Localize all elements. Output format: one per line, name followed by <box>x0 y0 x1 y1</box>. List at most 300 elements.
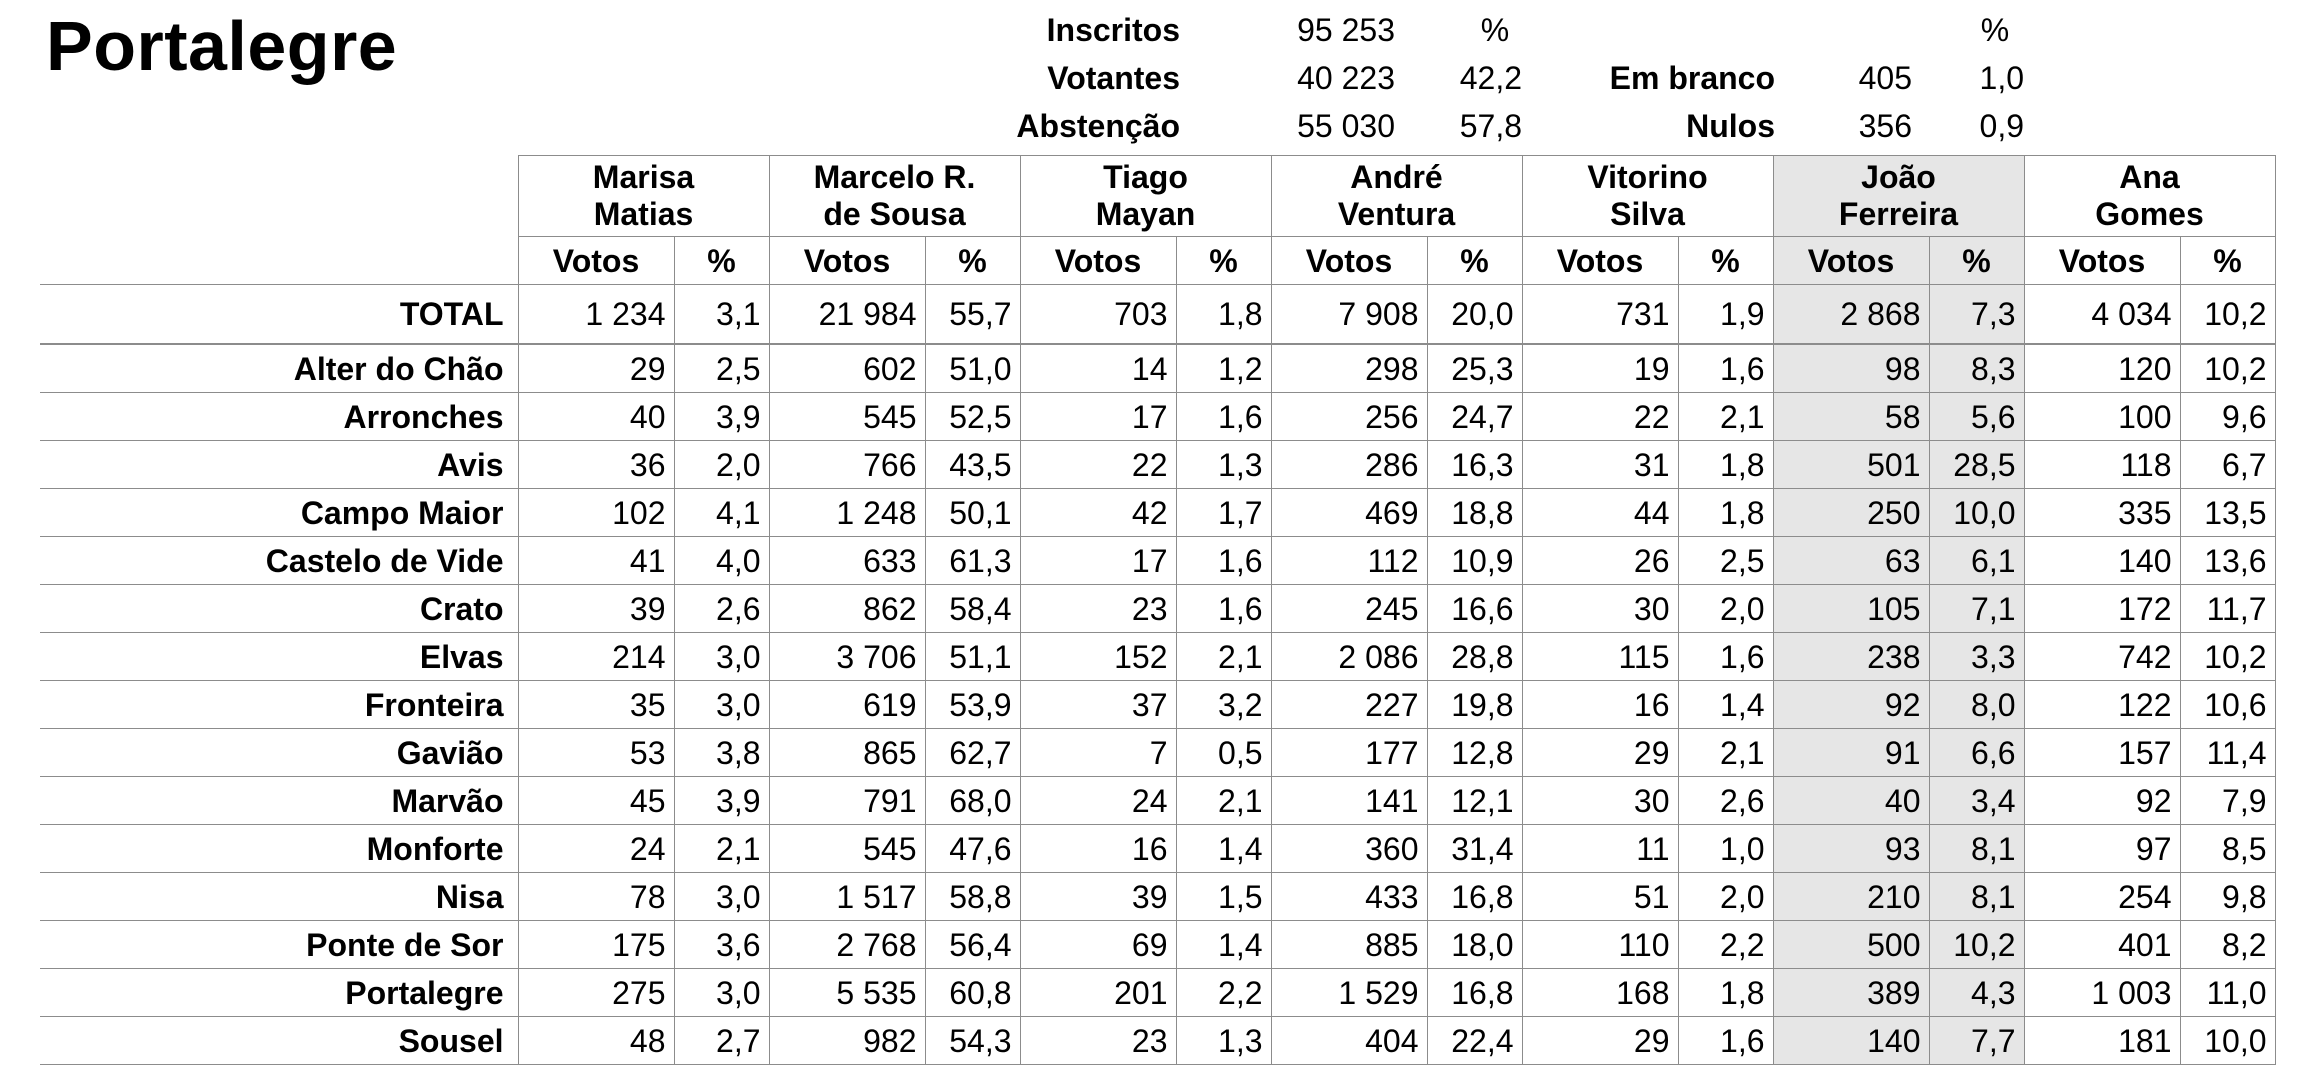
candidate-header-highlighted <box>1773 156 2024 237</box>
votes-cell: 1 234 <box>518 285 674 345</box>
votes-cell: 982 <box>769 1017 925 1065</box>
percent-cell: 2,0 <box>674 441 769 489</box>
table-row <box>40 633 2275 681</box>
abstencao-pct: 57,8 <box>1459 108 1522 144</box>
percent-cell: 51,0 <box>925 344 1020 393</box>
table-row <box>40 921 2275 969</box>
votes-cell: 404 <box>1271 1017 1427 1065</box>
percent-cell: 2,1 <box>1176 633 1271 681</box>
percent-cell: 51,1 <box>925 633 1020 681</box>
votes-cell: 766 <box>769 441 925 489</box>
votes-cell: 23 <box>1020 1017 1176 1065</box>
votes-cell: 29 <box>518 344 674 393</box>
municipality-name: TOTAL <box>40 285 518 345</box>
candidate-name-line2: de Sousa <box>823 196 966 232</box>
votes-column-header: Votos <box>1522 237 1678 285</box>
percent-cell: 1,8 <box>1678 969 1773 1017</box>
votes-cell: 3 706 <box>769 633 925 681</box>
percent-cell: 8,3 <box>1929 344 2024 393</box>
votes-cell: 17 <box>1020 393 1176 441</box>
percent-cell: 18,0 <box>1427 921 1522 969</box>
votes-cell: 122 <box>2024 681 2180 729</box>
percent-cell: 58,4 <box>925 585 1020 633</box>
votes-cell: 227 <box>1271 681 1427 729</box>
votes-cell: 1 248 <box>769 489 925 537</box>
votes-cell: 602 <box>769 344 925 393</box>
votes-cell: 177 <box>1271 729 1427 777</box>
percent-cell: 10,0 <box>1929 489 2024 537</box>
percent-cell: 10,2 <box>2180 344 2275 393</box>
votes-cell: 98 <box>1773 344 1929 393</box>
percent-column-header: % <box>2180 237 2275 285</box>
votes-cell: 141 <box>1271 777 1427 825</box>
votes-cell: 1 517 <box>769 873 925 921</box>
percent-cell: 4,0 <box>674 537 769 585</box>
votes-cell: 501 <box>1773 441 1929 489</box>
percent-column-header: % <box>1427 237 1522 285</box>
percent-cell: 1,3 <box>1176 1017 1271 1065</box>
nulos-pct: 0,9 <box>1979 108 2024 144</box>
votes-cell: 39 <box>1020 873 1176 921</box>
votes-cell: 21 984 <box>769 285 925 345</box>
votes-cell: 703 <box>1020 285 1176 345</box>
votes-cell: 250 <box>1773 489 1929 537</box>
percent-cell: 3,0 <box>674 681 769 729</box>
percent-cell: 68,0 <box>925 777 1020 825</box>
percent-cell: 1,6 <box>1678 344 1773 393</box>
candidate-name-line2: Gomes <box>2095 196 2204 232</box>
percent-cell: 2,1 <box>1678 393 1773 441</box>
votes-cell: 545 <box>769 825 925 873</box>
candidate-name-line1: Marisa <box>592 159 695 196</box>
percent-cell: 13,6 <box>2180 537 2275 585</box>
votes-column-header: Votos <box>1020 237 1176 285</box>
votes-cell: 41 <box>518 537 674 585</box>
municipality-name: Ponte de Sor <box>40 921 518 969</box>
branco-label: Em branco <box>1609 60 1775 96</box>
votes-cell: 7 <box>1020 729 1176 777</box>
votes-cell: 254 <box>2024 873 2180 921</box>
candidate-name-line1: Ana <box>2119 159 2180 196</box>
votes-cell: 469 <box>1271 489 1427 537</box>
pct-header-right: % <box>1980 12 2010 48</box>
votes-cell: 2 868 <box>1773 285 1929 345</box>
percent-cell: 6,1 <box>1929 537 2024 585</box>
percent-cell: 20,0 <box>1427 285 1522 345</box>
votes-cell: 30 <box>1522 585 1678 633</box>
percent-cell: 3,6 <box>674 921 769 969</box>
votes-cell: 401 <box>2024 921 2180 969</box>
percent-cell: 2,5 <box>674 344 769 393</box>
votes-cell: 4 034 <box>2024 285 2180 345</box>
percent-cell: 2,1 <box>1176 777 1271 825</box>
votes-column-header: Votos <box>1271 237 1427 285</box>
percent-cell: 2,0 <box>1678 873 1773 921</box>
municipality-name: Portalegre <box>40 969 518 1017</box>
percent-cell: 24,7 <box>1427 393 1522 441</box>
votes-cell: 275 <box>518 969 674 1017</box>
percent-cell: 8,0 <box>1929 681 2024 729</box>
municipality-name: Campo Maior <box>40 489 518 537</box>
votes-cell: 92 <box>1773 681 1929 729</box>
percent-cell: 60,8 <box>925 969 1020 1017</box>
votes-cell: 14 <box>1020 344 1176 393</box>
percent-column-header: % <box>1176 237 1271 285</box>
votes-cell: 63 <box>1773 537 1929 585</box>
votes-cell: 140 <box>1773 1017 1929 1065</box>
votes-cell: 97 <box>2024 825 2180 873</box>
candidate-header <box>1522 156 1773 237</box>
votes-cell: 92 <box>2024 777 2180 825</box>
candidate-name-line1: Vitorino <box>1587 159 1708 196</box>
percent-cell: 1,7 <box>1176 489 1271 537</box>
votes-cell: 36 <box>518 441 674 489</box>
municipality-name: Monforte <box>40 825 518 873</box>
percent-cell: 4,3 <box>1929 969 2024 1017</box>
branco-pct: 1,0 <box>1979 60 2024 96</box>
votes-cell: 742 <box>2024 633 2180 681</box>
percent-column-header: % <box>674 237 769 285</box>
municipality-name: Marvão <box>40 777 518 825</box>
votes-cell: 118 <box>2024 441 2180 489</box>
votes-cell: 22 <box>1020 441 1176 489</box>
percent-cell: 1,6 <box>1176 585 1271 633</box>
percent-cell: 13,5 <box>2180 489 2275 537</box>
percent-cell: 9,6 <box>2180 393 2275 441</box>
candidate-name-line2: Silva <box>1610 196 1685 232</box>
votes-cell: 35 <box>518 681 674 729</box>
percent-cell: 3,0 <box>674 873 769 921</box>
percent-cell: 3,3 <box>1929 633 2024 681</box>
percent-cell: 16,8 <box>1427 873 1522 921</box>
votes-cell: 69 <box>1020 921 1176 969</box>
votes-cell: 24 <box>518 825 674 873</box>
percent-cell: 7,3 <box>1929 285 2024 345</box>
percent-cell: 10,0 <box>2180 1017 2275 1065</box>
votes-cell: 58 <box>1773 393 1929 441</box>
votes-cell: 100 <box>2024 393 2180 441</box>
percent-cell: 12,8 <box>1427 729 1522 777</box>
votes-cell: 885 <box>1271 921 1427 969</box>
table-row <box>40 1017 2275 1065</box>
percent-cell: 3,8 <box>674 729 769 777</box>
votes-cell: 1 003 <box>2024 969 2180 1017</box>
votantes-value: 40 223 <box>1297 60 1395 96</box>
votes-cell: 791 <box>769 777 925 825</box>
pct-header-left: % <box>1480 12 1510 48</box>
votes-column-header: Votos <box>769 237 925 285</box>
candidate-header <box>1020 156 1271 237</box>
percent-cell: 7,9 <box>2180 777 2275 825</box>
votes-column-header: Votos <box>2024 237 2180 285</box>
percent-cell: 12,1 <box>1427 777 1522 825</box>
candidate-name-line1: André <box>1350 159 1443 196</box>
percent-cell: 8,1 <box>1929 873 2024 921</box>
percent-cell: 1,8 <box>1678 489 1773 537</box>
votes-cell: 238 <box>1773 633 1929 681</box>
percent-cell: 6,6 <box>1929 729 2024 777</box>
municipality-name: Avis <box>40 441 518 489</box>
nulos-label: Nulos <box>1686 108 1775 144</box>
table-row <box>40 777 2275 825</box>
candidate-name-line2: Ventura <box>1337 196 1456 232</box>
percent-cell: 2,1 <box>1678 729 1773 777</box>
votes-cell: 201 <box>1020 969 1176 1017</box>
table-row <box>40 825 2275 873</box>
votes-cell: 335 <box>2024 489 2180 537</box>
percent-cell: 10,2 <box>2180 285 2275 345</box>
percent-column-header: % <box>1678 237 1773 285</box>
percent-cell: 1,2 <box>1176 344 1271 393</box>
votes-cell: 11 <box>1522 825 1678 873</box>
percent-cell: 10,6 <box>2180 681 2275 729</box>
subheader-row <box>40 237 2275 285</box>
votes-cell: 29 <box>1522 729 1678 777</box>
percent-cell: 1,4 <box>1678 681 1773 729</box>
votes-cell: 731 <box>1522 285 1678 345</box>
percent-cell: 2,2 <box>1176 969 1271 1017</box>
votes-cell: 157 <box>2024 729 2180 777</box>
votes-cell: 210 <box>1773 873 1929 921</box>
percent-cell: 2,7 <box>674 1017 769 1065</box>
votes-cell: 105 <box>1773 585 1929 633</box>
votes-cell: 2 086 <box>1271 633 1427 681</box>
votes-cell: 26 <box>1522 537 1678 585</box>
votes-cell: 40 <box>1773 777 1929 825</box>
votes-cell: 152 <box>1020 633 1176 681</box>
percent-cell: 3,9 <box>674 393 769 441</box>
municipality-name: Sousel <box>40 1017 518 1065</box>
nulos-value: 356 <box>1858 108 1912 144</box>
percent-cell: 1,4 <box>1176 921 1271 969</box>
branco-value: 405 <box>1858 60 1912 96</box>
votes-cell: 78 <box>518 873 674 921</box>
votes-cell: 23 <box>1020 585 1176 633</box>
municipality-name: Arronches <box>40 393 518 441</box>
inscritos-label: Inscritos <box>1046 12 1180 48</box>
table-row <box>40 969 2275 1017</box>
percent-cell: 0,5 <box>1176 729 1271 777</box>
candidate-name-line2: Mayan <box>1095 196 1196 232</box>
votes-cell: 42 <box>1020 489 1176 537</box>
percent-cell: 22,4 <box>1427 1017 1522 1065</box>
candidate-header <box>2024 156 2275 237</box>
votes-cell: 40 <box>518 393 674 441</box>
votes-cell: 175 <box>518 921 674 969</box>
percent-cell: 19,8 <box>1427 681 1522 729</box>
percent-cell: 16,6 <box>1427 585 1522 633</box>
candidate-name-line1: Tiago <box>1103 159 1188 196</box>
percent-cell: 8,1 <box>1929 825 2024 873</box>
percent-cell: 6,7 <box>2180 441 2275 489</box>
page-title: Portalegre <box>46 7 398 85</box>
votantes-pct: 42,2 <box>1459 60 1522 96</box>
percent-cell: 55,7 <box>925 285 1020 345</box>
percent-cell: 8,5 <box>2180 825 2275 873</box>
votes-cell: 545 <box>769 393 925 441</box>
percent-cell: 2,0 <box>1678 585 1773 633</box>
abstencao-value: 55 030 <box>1297 108 1395 144</box>
percent-cell: 25,3 <box>1427 344 1522 393</box>
percent-cell: 9,8 <box>2180 873 2275 921</box>
votes-cell: 360 <box>1271 825 1427 873</box>
votes-cell: 16 <box>1020 825 1176 873</box>
votes-cell: 44 <box>1522 489 1678 537</box>
percent-cell: 47,6 <box>925 825 1020 873</box>
municipality-name: Castelo de Vide <box>40 537 518 585</box>
percent-cell: 1,8 <box>1176 285 1271 345</box>
votes-cell: 19 <box>1522 344 1678 393</box>
municipality-name: Crato <box>40 585 518 633</box>
percent-cell: 7,1 <box>1929 585 2024 633</box>
percent-cell: 54,3 <box>925 1017 1020 1065</box>
candidate-name-line1: Marcelo R. <box>813 159 976 196</box>
votes-cell: 298 <box>1271 344 1427 393</box>
percent-cell: 1,6 <box>1176 537 1271 585</box>
votes-cell: 39 <box>518 585 674 633</box>
percent-cell: 53,9 <box>925 681 1020 729</box>
votes-column-header: Votos <box>1773 237 1929 285</box>
votes-column-header: Votos <box>518 237 674 285</box>
table-row <box>40 681 2275 729</box>
percent-cell: 3,0 <box>674 633 769 681</box>
percent-cell: 1,6 <box>1678 1017 1773 1065</box>
percent-cell: 1,0 <box>1678 825 1773 873</box>
table-row <box>40 585 2275 633</box>
percent-cell: 2,2 <box>1678 921 1773 969</box>
percent-column-header: % <box>925 237 1020 285</box>
candidate-header-row <box>40 156 2275 237</box>
table-row <box>40 873 2275 921</box>
candidate-name-line1: João <box>1861 159 1936 196</box>
votes-cell: 120 <box>2024 344 2180 393</box>
percent-cell: 56,4 <box>925 921 1020 969</box>
candidate-header <box>769 156 1020 237</box>
votes-cell: 862 <box>769 585 925 633</box>
percent-cell: 4,1 <box>674 489 769 537</box>
percent-cell: 2,6 <box>674 585 769 633</box>
percent-cell: 62,7 <box>925 729 1020 777</box>
inscritos-value: 95 253 <box>1297 12 1395 48</box>
percent-cell: 28,5 <box>1929 441 2024 489</box>
abstencao-label: Abstenção <box>1016 108 1180 144</box>
percent-cell: 1,3 <box>1176 441 1271 489</box>
subheader-spacer <box>40 237 518 285</box>
percent-cell: 2,5 <box>1678 537 1773 585</box>
percent-cell: 1,6 <box>1678 633 1773 681</box>
candidate-header <box>1271 156 1522 237</box>
votes-cell: 168 <box>1522 969 1678 1017</box>
votes-cell: 286 <box>1271 441 1427 489</box>
percent-cell: 1,9 <box>1678 285 1773 345</box>
municipality-name: Fronteira <box>40 681 518 729</box>
votes-cell: 102 <box>518 489 674 537</box>
votes-cell: 140 <box>2024 537 2180 585</box>
results-table <box>40 155 2276 1065</box>
municipality-name: Elvas <box>40 633 518 681</box>
percent-cell: 10,2 <box>1929 921 2024 969</box>
votes-cell: 433 <box>1271 873 1427 921</box>
candidate-header <box>518 156 769 237</box>
percent-cell: 52,5 <box>925 393 1020 441</box>
candidate-name-line2: Matias <box>593 196 694 232</box>
votes-cell: 389 <box>1773 969 1929 1017</box>
votes-cell: 24 <box>1020 777 1176 825</box>
votes-cell: 31 <box>1522 441 1678 489</box>
votes-cell: 29 <box>1522 1017 1678 1065</box>
votes-cell: 30 <box>1522 777 1678 825</box>
votes-cell: 619 <box>769 681 925 729</box>
percent-cell: 10,9 <box>1427 537 1522 585</box>
percent-cell: 16,8 <box>1427 969 1522 1017</box>
votes-cell: 37 <box>1020 681 1176 729</box>
percent-cell: 2,6 <box>1678 777 1773 825</box>
votes-cell: 245 <box>1271 585 1427 633</box>
table-row <box>40 393 2275 441</box>
percent-cell: 1,5 <box>1176 873 1271 921</box>
percent-cell: 1,6 <box>1176 393 1271 441</box>
votes-cell: 115 <box>1522 633 1678 681</box>
total-row <box>40 285 2275 345</box>
percent-cell: 10,2 <box>2180 633 2275 681</box>
votes-cell: 214 <box>518 633 674 681</box>
percent-cell: 16,3 <box>1427 441 1522 489</box>
percent-cell: 7,7 <box>1929 1017 2024 1065</box>
percent-cell: 3,4 <box>1929 777 2024 825</box>
percent-cell: 11,4 <box>2180 729 2275 777</box>
percent-cell: 3,1 <box>674 285 769 345</box>
candidate-name-line2: Ferreira <box>1838 196 1959 232</box>
table-row <box>40 441 2275 489</box>
votes-cell: 7 908 <box>1271 285 1427 345</box>
percent-cell: 43,5 <box>925 441 1020 489</box>
percent-cell: 31,4 <box>1427 825 1522 873</box>
table-row <box>40 489 2275 537</box>
votes-cell: 5 535 <box>769 969 925 1017</box>
percent-column-header: % <box>1929 237 2024 285</box>
percent-cell: 18,8 <box>1427 489 1522 537</box>
percent-cell: 3,2 <box>1176 681 1271 729</box>
votes-cell: 181 <box>2024 1017 2180 1065</box>
votes-cell: 17 <box>1020 537 1176 585</box>
votes-cell: 2 768 <box>769 921 925 969</box>
percent-cell: 28,8 <box>1427 633 1522 681</box>
percent-cell: 58,8 <box>925 873 1020 921</box>
votes-cell: 110 <box>1522 921 1678 969</box>
votes-cell: 51 <box>1522 873 1678 921</box>
table-row <box>40 729 2275 777</box>
votes-cell: 53 <box>518 729 674 777</box>
percent-cell: 50,1 <box>925 489 1020 537</box>
percent-cell: 3,9 <box>674 777 769 825</box>
votes-cell: 865 <box>769 729 925 777</box>
votes-cell: 93 <box>1773 825 1929 873</box>
municipality-name: Gavião <box>40 729 518 777</box>
percent-cell: 1,4 <box>1176 825 1271 873</box>
header-spacer <box>40 156 518 237</box>
votes-cell: 45 <box>518 777 674 825</box>
votes-cell: 256 <box>1271 393 1427 441</box>
percent-cell: 5,6 <box>1929 393 2024 441</box>
percent-cell: 3,0 <box>674 969 769 1017</box>
votes-cell: 500 <box>1773 921 1929 969</box>
votes-cell: 633 <box>769 537 925 585</box>
votes-cell: 22 <box>1522 393 1678 441</box>
municipality-name: Alter do Chão <box>40 344 518 393</box>
votes-cell: 1 529 <box>1271 969 1427 1017</box>
percent-cell: 11,0 <box>2180 969 2275 1017</box>
percent-cell: 8,2 <box>2180 921 2275 969</box>
